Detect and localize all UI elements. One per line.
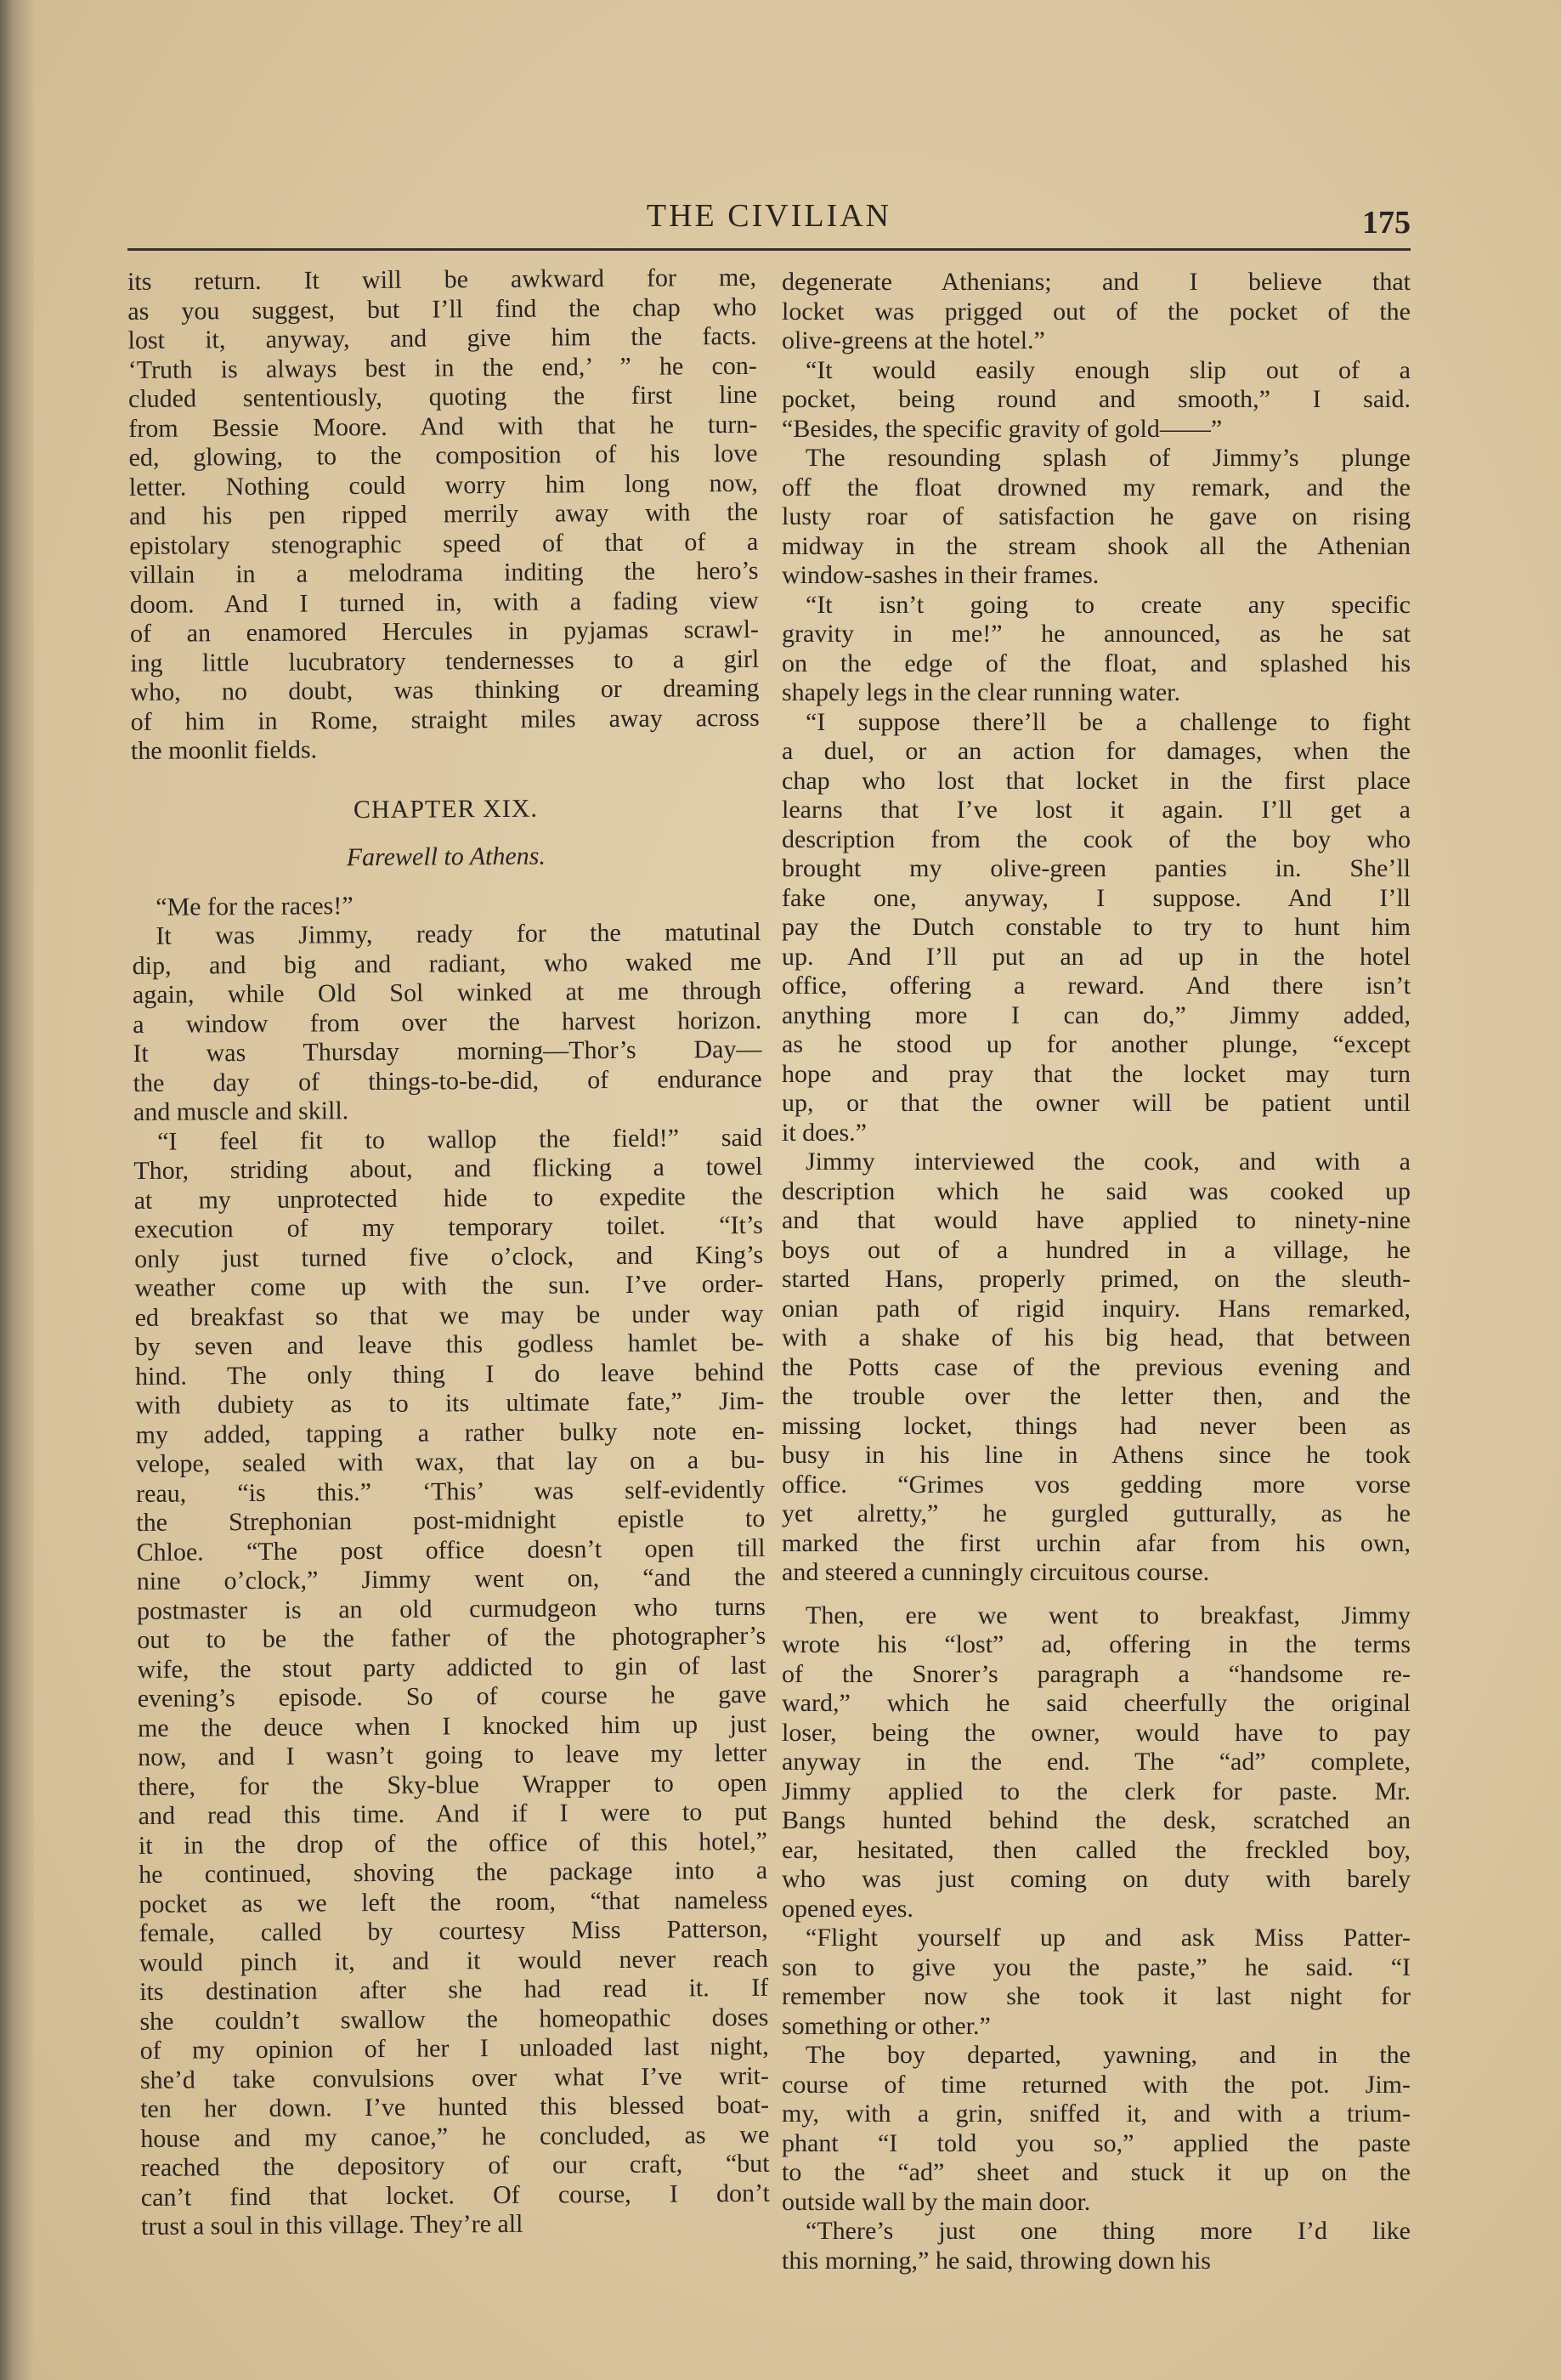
text-line: only just turned five o’clock, and King’s: [134, 1240, 764, 1273]
text-line: he continued, shoving the package into a: [139, 1856, 768, 1889]
text-line: with dubiety as to its ultimate fate,” Jim-: [135, 1386, 765, 1420]
text-line: as he stood up for another plunge, “except: [782, 1030, 1411, 1058]
text-line: description from the cook of the boy who: [782, 824, 1411, 853]
text-line: Thor, striding about, and flicking a towel: [133, 1152, 763, 1185]
text-line: the trouble over the letter then, and the: [782, 1382, 1411, 1410]
text-line: “It isn’t going to create any specific: [806, 590, 1411, 619]
paragraph-gap: [782, 1588, 1411, 1601]
text-line: The boy departed, yawning, and in the: [806, 2041, 1411, 2069]
text-line: shapely legs in the clear running water.: [782, 678, 1181, 706]
text-line: yet alretty,” he gurgled gutturally, as he: [782, 1499, 1411, 1527]
text-line: again, while Old Sol winked at me through: [132, 976, 762, 1009]
text-line: to the “ad” sheet and stuck it up on the: [782, 2158, 1411, 2186]
text-line: reau, “is this.” ‘This’ was self-evidently: [135, 1475, 766, 1508]
text-line: female, called by courtesy Miss Patterson,: [139, 1914, 768, 1947]
text-line: it in the drop of the office of this hotel,”: [138, 1827, 768, 1860]
text-line: off the float drowned my remark, and the: [782, 473, 1411, 502]
text-line: onian path of rigid inquiry. Hans remarked,: [782, 1294, 1411, 1323]
text-line: she couldn’t swallow the homeopathic doses: [139, 2003, 769, 2036]
text-line: up. And I’ll put an ad up in the hotel: [782, 942, 1411, 971]
text-line: Jimmy interviewed the cook, and with a: [806, 1148, 1411, 1176]
text-line: my, with a grin, sniffed it, and with a trium-: [782, 2100, 1411, 2128]
text-line: ed, glowing, to the composition of his love: [128, 439, 758, 472]
text-line: dip, and big and radiant, who waked me: [132, 947, 761, 980]
text-line: and muscle and skill.: [133, 1096, 349, 1126]
text-line: “There’s just one thing more I’d like: [806, 2217, 1411, 2245]
text-line: house and my canoe,” he concluded, as we: [140, 2120, 770, 2153]
book-page: [34, 0, 1561, 2380]
text-line: busy in his line in Athens since he took: [782, 1441, 1411, 1469]
text-line: of him in Rome, straight miles away across: [130, 703, 760, 736]
text-line: Jimmy applied to the clerk for paste. Mr.: [782, 1776, 1411, 1805]
text-line: brought my olive-green panties in. She’ll: [782, 854, 1411, 882]
text-line: son to give you the paste,” he said. “I: [782, 1952, 1411, 1981]
text-line: villain in a melodrama inditing the hero’s: [129, 556, 759, 589]
text-line: the Potts case of the previous evening and: [782, 1352, 1411, 1381]
text-line: its return. It will be awkward for me,: [127, 263, 757, 296]
text-line: Then, ere we went to breakfast, Jimmy: [806, 1601, 1411, 1629]
text-line: would pinch it, and it would never reach: [139, 1944, 769, 1977]
text-line: degenerate Athenians; and I believe that: [782, 268, 1411, 296]
text-line: “Me for the races!”: [156, 891, 353, 921]
text-line: who, no doubt, was thinking or dreaming: [130, 673, 760, 706]
text-line: ‘Truth is always best in the end,’ ” he con-: [127, 351, 757, 384]
text-line: wrote his “lost” ad, offering in the terms: [782, 1630, 1411, 1658]
text-line: nine o’clock,” Jimmy went on, “and the: [136, 1562, 766, 1595]
chapter-title: Farewell to Athens.: [346, 842, 546, 872]
text-line: can’t find that locket. Of course, I don’t: [140, 2179, 770, 2212]
text-line: by seven and leave this godless hamlet be-: [134, 1328, 764, 1361]
text-line: at my unprotected hide to expedite the: [133, 1182, 763, 1215]
text-line: learns that I’ve lost it again. I’ll get a: [782, 796, 1411, 824]
text-line: Chloe. “The post office doesn’t open till: [136, 1533, 766, 1567]
text-line: a window from over the harvest horizon.: [133, 1006, 762, 1039]
text-line: cluded sententiously, quoting the first line: [127, 380, 758, 413]
text-line: remember now she took it last night for: [782, 1982, 1411, 2010]
text-line: on the edge of the float, and splashed his: [782, 649, 1411, 677]
text-line: midway in the stream shook all the Athenian: [782, 531, 1411, 560]
text-line: as you suggest, but I’ll find the chap who: [127, 292, 757, 326]
text-line: and steered a cunningly circuitous course.: [782, 1558, 1210, 1586]
text-line: my added, tapping a rather bulky note en-: [135, 1416, 765, 1449]
text-line: window-sashes in their frames.: [782, 561, 1100, 589]
text-line: she’d take convulsions over what I’ve writ-: [139, 2061, 769, 2094]
text-line: fake one, anyway, I suppose. And I’ll: [782, 883, 1411, 912]
text-line: office, offering a reward. And there isn’t: [782, 972, 1411, 1000]
text-line: locket was prigged out of the pocket of the: [782, 297, 1411, 326]
text-line: it does.”: [782, 1118, 867, 1147]
text-line: missing locket, things had never been as: [782, 1411, 1411, 1440]
right-column: [782, 268, 1411, 2275]
text-line: and that would have applied to ninety-nine: [782, 1206, 1411, 1234]
text-line: postmaster is an old curmudgeon who turns: [136, 1592, 766, 1625]
text-line: Bangs hunted behind the desk, scratched an: [782, 1806, 1411, 1834]
left-intro-paragraph: [127, 264, 760, 767]
text-line: “Flight yourself up and ask Miss Patter-: [806, 1924, 1411, 1952]
text-line: chap who lost that locket in the first place: [782, 766, 1411, 795]
text-line: ward,” which he said cheerfully the original: [782, 1689, 1411, 1717]
text-line: ten her down. I’ve hunted this blessed boat-: [140, 2090, 770, 2123]
text-line: of an enamored Hercules in pyjamas scrawl-: [129, 615, 760, 648]
text-line: who was just coming on duty with barely: [782, 1865, 1411, 1893]
scan-binding-edge: [0, 0, 34, 2380]
text-line: “Besides, the specific gravity of gold——”: [782, 414, 1223, 443]
text-line: wife, the stout party addicted to gin of last: [137, 1651, 766, 1684]
page-number: 175: [1362, 205, 1411, 241]
chapter-heading: CHAPTER XIX.: [353, 794, 539, 824]
text-line: weather come up with the sun. I’ve order-: [134, 1269, 764, 1302]
text-line: the Strephonian post-midnight epistle to: [136, 1504, 766, 1537]
text-line: ed breakfast so that we may be under way: [134, 1299, 764, 1332]
text-line: ing little lucubratory tendernesses to a girl: [130, 644, 760, 677]
text-line: velope, sealed with wax, that lay on a bu-: [135, 1445, 765, 1478]
text-line: pocket, being round and smooth,” I said.: [782, 385, 1411, 413]
text-line: there, for the Sky-blue Wrapper to open: [138, 1768, 767, 1801]
text-line: hind. The only thing I do leave behind: [134, 1357, 765, 1391]
text-line: ear, hesitated, then called the freckled boy,: [782, 1835, 1411, 1864]
text-line: reached the depository of our craft, “but: [140, 2149, 770, 2182]
text-line: a duel, or an action for damages, when the: [782, 737, 1411, 765]
text-line: opened eyes.: [782, 1894, 913, 1923]
left-column: [127, 264, 770, 2242]
text-line: anyway in the end. The “ad” complete,: [782, 1748, 1411, 1776]
text-line: anything more I can do,” Jimmy added,: [782, 1000, 1411, 1029]
text-line: doom. And I turned in, with a fading view: [129, 586, 759, 619]
journal-title: THE CIVILIAN: [646, 198, 892, 234]
text-line: It was Jimmy, ready for the matutinal: [156, 917, 761, 950]
text-line: the moonlit fields.: [130, 735, 318, 765]
text-line: “I suppose there’ll be a challenge to fight: [806, 707, 1411, 736]
left-body-text: [132, 888, 770, 2241]
text-line: lusty roar of satisfaction he gave on rising: [782, 502, 1411, 530]
text-line: of the Snorer’s paragraph a “handsome re-: [782, 1659, 1411, 1688]
text-line: olive-greens at the hotel.”: [782, 326, 1045, 354]
text-line: execution of my temporary toilet. “It’s: [133, 1210, 763, 1244]
text-line: phant “I told you so,” applied the paste: [782, 2128, 1411, 2157]
right-body-text: [782, 268, 1411, 2275]
text-line: pay the Dutch constable to try to hunt him: [782, 913, 1411, 941]
text-line: epistolary stenographic speed of that of a: [129, 527, 759, 560]
text-line: gravity in me!” he announced, as he sat: [782, 620, 1411, 648]
running-header: [127, 197, 1411, 248]
text-line: course of time returned with the pot. Jim-: [782, 2070, 1411, 2099]
text-line: description which he said was cooked up: [782, 1176, 1411, 1205]
text-line: lost it, anyway, and give him the facts.: [127, 321, 757, 354]
header-rule: [127, 248, 1411, 251]
text-line: up, or that the owner will be patient until: [782, 1089, 1411, 1117]
text-line: its destination after she had read it. If: [139, 1973, 769, 2006]
text-line: this morning,” he said, throwing down his: [782, 2246, 1211, 2275]
text-line: me the deuce when I knocked him up just: [137, 1709, 767, 1742]
text-line: pocket as we left the room, “that nameless: [139, 1885, 768, 1918]
text-line: evening’s episode. So of course he gave: [137, 1680, 766, 1713]
text-line: out to be the father of the photographer’s: [137, 1621, 766, 1654]
text-line: “It would easily enough slip out of a: [806, 355, 1411, 384]
text-line: marked the first urchin afar from his own,: [782, 1528, 1411, 1557]
text-line: The resounding splash of Jimmy’s plunge: [806, 444, 1411, 472]
text-line: now, and I wasn’t going to leave my letter: [138, 1738, 767, 1771]
text-line: from Bessie Moore. And with that he turn-: [128, 410, 758, 443]
text-line: office. “Grimes vos gedding more vorse: [782, 1470, 1411, 1499]
text-line: started Hans, properly primed, on the sleuth-: [782, 1265, 1411, 1293]
text-line: hope and pray that the locket may turn: [782, 1059, 1411, 1088]
text-line: with a shake of his big head, that between: [782, 1323, 1411, 1352]
text-line: and his pen ripped merrily away with the: [128, 497, 759, 530]
text-line: “I feel fit to wallop the field!” said: [157, 1123, 763, 1156]
text-line: of my opinion of her I unloaded last night,: [139, 2032, 769, 2065]
text-line: the day of things-to-be-did, of endurance: [133, 1064, 762, 1097]
text-line: trust a soul in this village. They’re all: [140, 2209, 523, 2241]
text-line: outside wall by the main door.: [782, 2187, 1091, 2216]
text-line: and read this time. And if I were to put: [138, 1797, 767, 1830]
text-line: It was Thursday morning—Thor’s Day—: [133, 1034, 762, 1068]
text-line: something or other.”: [782, 2011, 991, 2040]
text-line: boys out of a hundred in a village, he: [782, 1235, 1411, 1264]
text-line: letter. Nothing could worry him long now,: [128, 468, 758, 502]
text-line: loser, being the owner, would have to pay: [782, 1718, 1411, 1747]
